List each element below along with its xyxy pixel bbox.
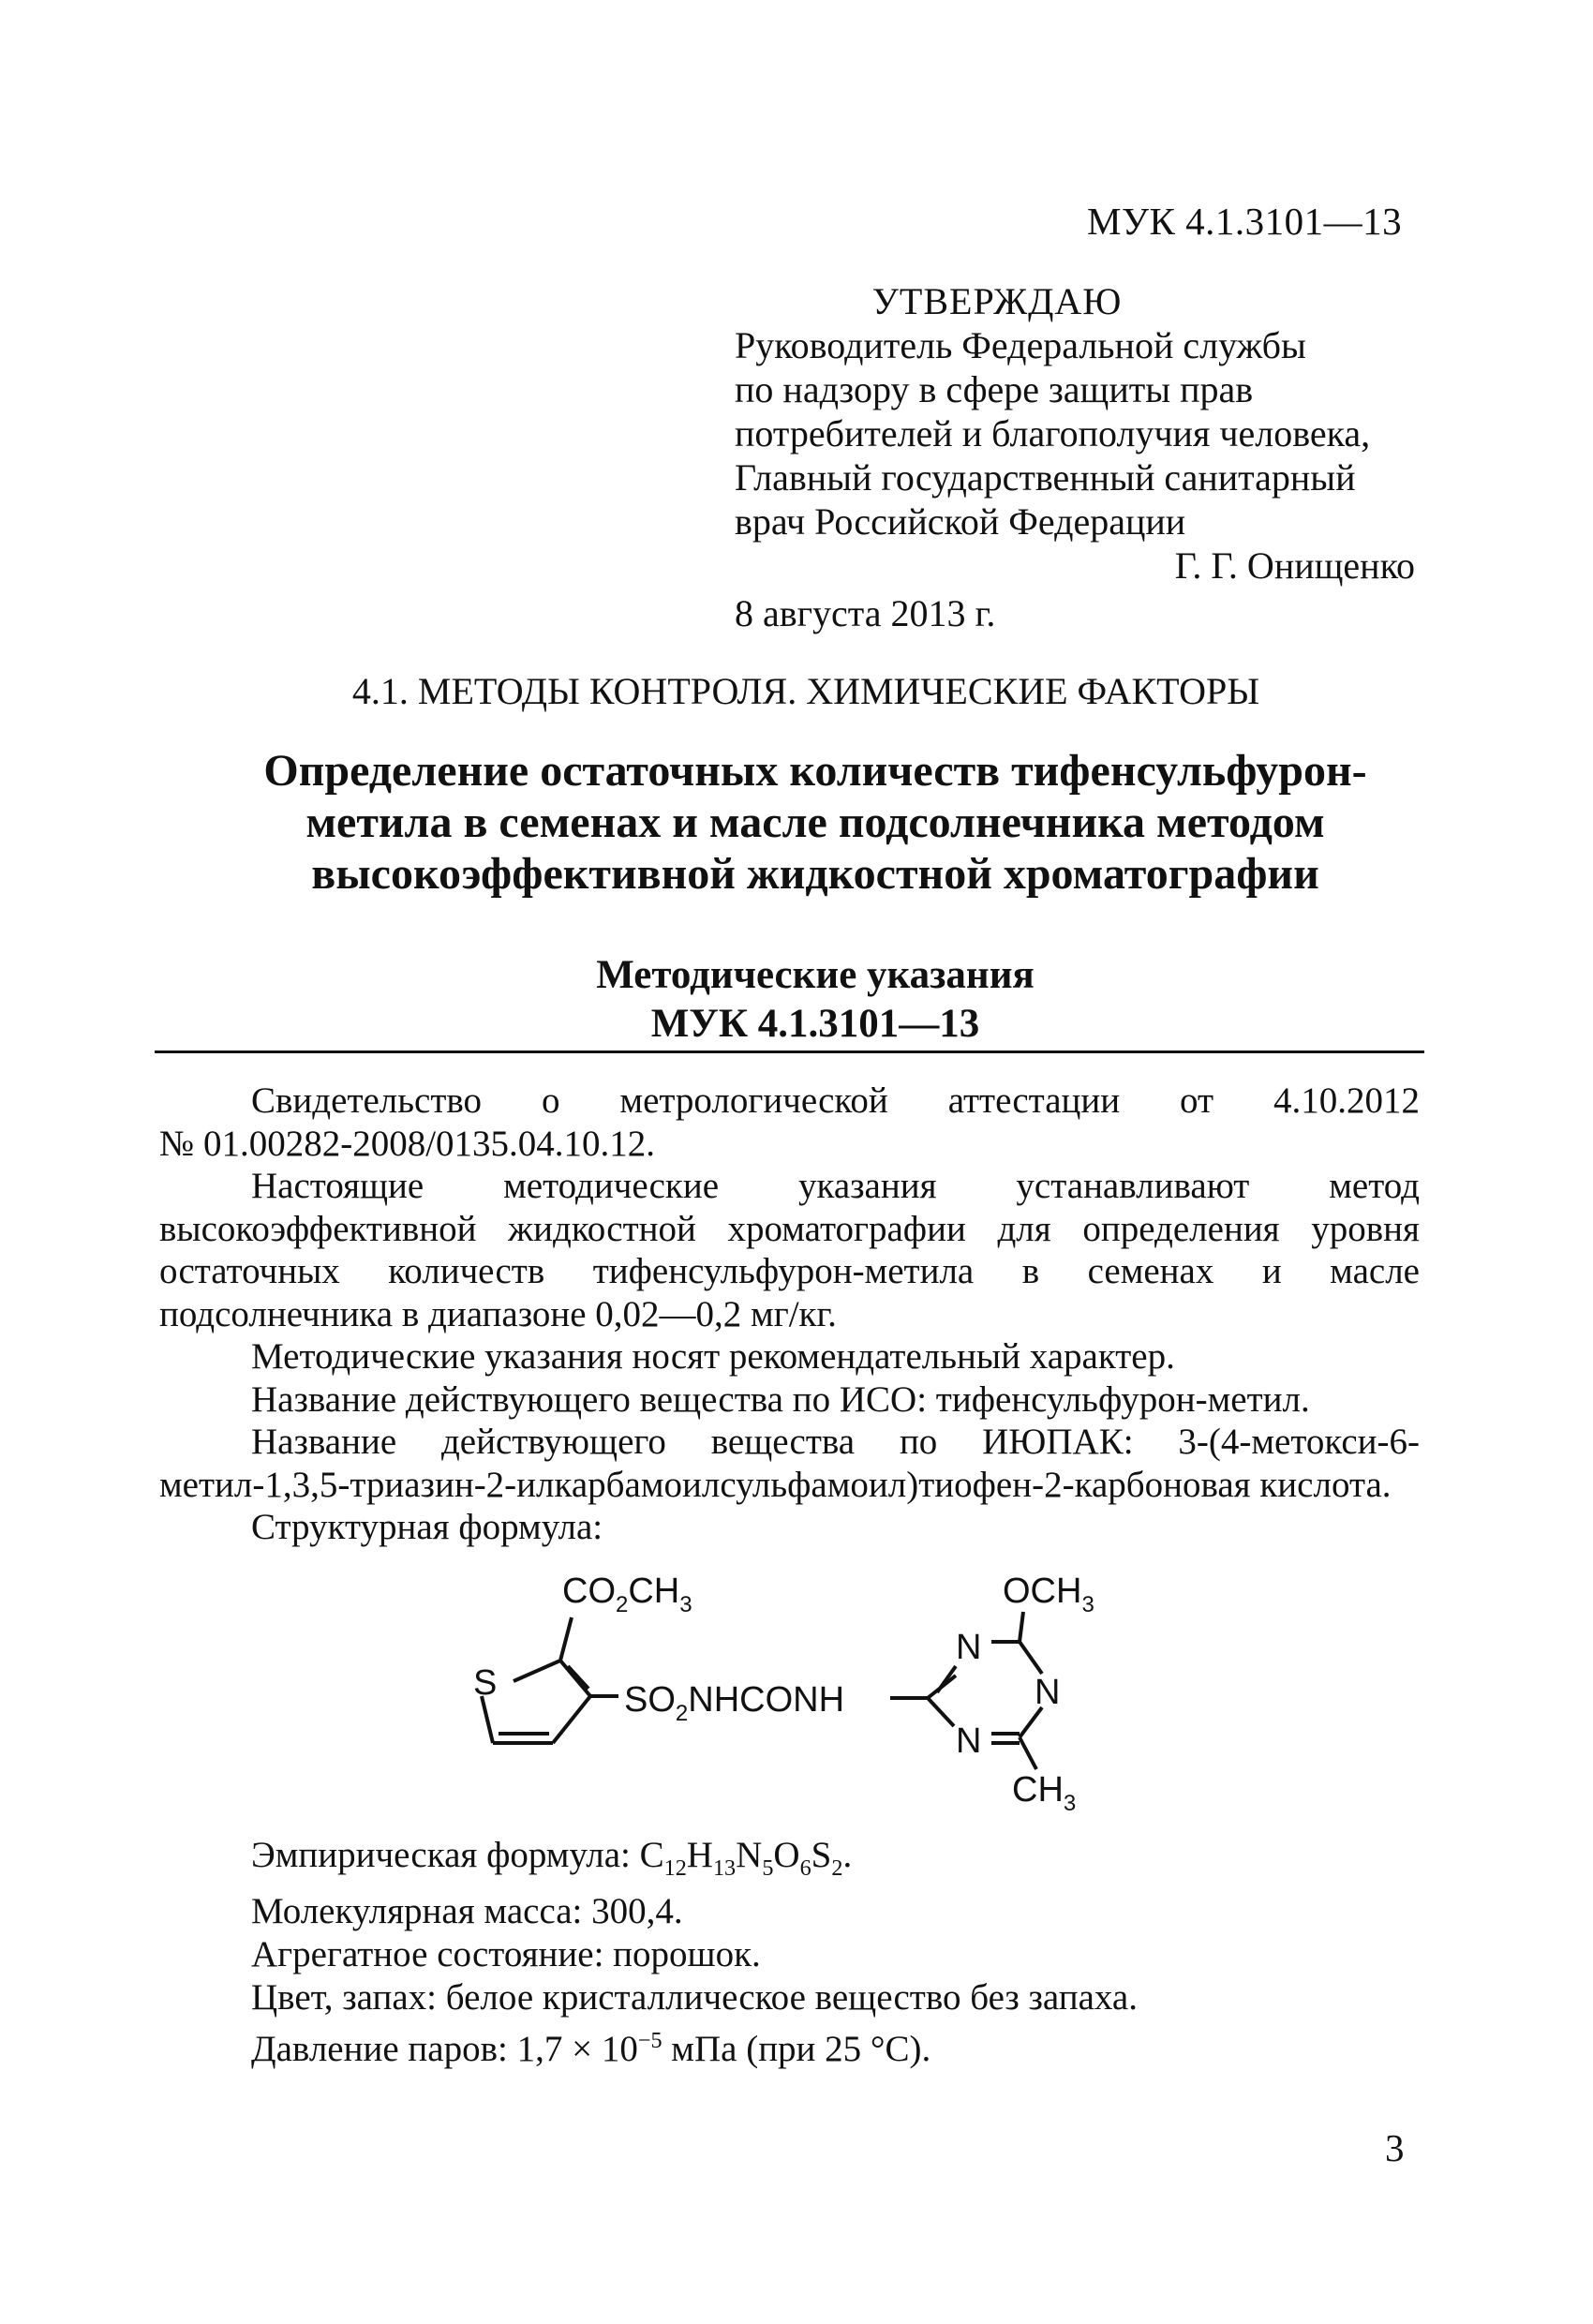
subtitle-code: МУК 4.1.3101—13 [650, 1002, 980, 1046]
approval-line: Главный государственный санитарный [735, 456, 1356, 499]
title-line: Определение остаточных количеств тифенсульфурон- [263, 746, 1367, 796]
section-heading: 4.1. МЕТОДЫ КОНТРОЛЯ. ХИМИЧЕСКИЕ ФАКТОРЫ [351, 670, 1260, 712]
approval-line: Руководитель Федеральной службы [735, 324, 1306, 366]
approval-block [735, 279, 1428, 635]
iupac-name-paragraph: Название действующего вещества по ИЮПАК: 3-(4-метокси-6-метил-1,3,5-триазин-2-илкарбамоилсульфамоил)тиофен-2-карбоновая кислота. [159, 1422, 1420, 1505]
color-odor: Цвет, запах: белое кристаллическое вещество без запаха. [251, 1976, 1138, 2018]
title-line: высокоэффективной жидкостной хроматографии [311, 849, 1319, 899]
horizontal-rule [155, 1050, 1424, 1053]
approval-line: врач Российской Федерации [735, 500, 1186, 543]
triazine-n-bottom: N [956, 1721, 982, 1761]
triazine-n-top: N [956, 1628, 982, 1667]
physical-state: Агрегатное состояние: порошок. [251, 1933, 761, 1974]
structural-formula-diagram [450, 1556, 1162, 1818]
sulfonylurea-linker-label: $SO_2NHCONH$ [624, 1680, 845, 1726]
certificate-number: № 01.00282-2008/0135.04.10.12. [159, 1123, 656, 1164]
subtitle-line: Методические указания [596, 953, 1035, 997]
triazine-n-right: N [1035, 1673, 1061, 1712]
approval-line: потребителей и благополучия человека, [735, 412, 1371, 454]
thiophene-ring [482, 1617, 618, 1743]
triazine-ring [928, 1612, 1042, 1769]
vapor-pressure: Давление паров: $1,7 \times 10^{-5}$ мПа (при 25 °С). [251, 2027, 931, 2069]
empirical-formula: Эмпирическая формула: $C_{12}H_{13}N_5O_6S_2$. [251, 1835, 853, 1881]
methoxy-group-label: $OCH_3$ [1003, 1572, 1094, 1617]
approval-title: УТВЕРЖДАЮ [871, 280, 1123, 322]
body-text [159, 1080, 1420, 1549]
purpose-paragraph: Настоящие методические указания устанавливают метод высокоэффективной жидкостной хроматографии для определения уровня остаточных количеств тифенсульфурон-метила в семенах и масле подсолнечника в диапазоне 0,02—0,2 мг/кг. [159, 1166, 1420, 1334]
structural-formula-label: Структурная формула: [251, 1507, 603, 1547]
molecular-mass: Молекулярная масса: 300,4. [251, 1890, 683, 1931]
title-line: метила в семенах и масле подсолнечника методом [305, 797, 1325, 847]
document-subtitle [150, 951, 1481, 1049]
approval-date: 8 августа 2013 г. [735, 592, 996, 634]
sulfur-atom-label: S [473, 1663, 498, 1703]
document-code: МУК 4.1.3101—13 [1087, 200, 1403, 243]
page-number: 3 [1385, 2126, 1405, 2169]
properties-list [251, 1834, 1413, 2071]
advisory-paragraph: Методические указания носят рекомендательный характер. [251, 1336, 1175, 1377]
document-title [150, 745, 1481, 900]
ester-group-label: $CO_2CH_3$ [562, 1572, 692, 1617]
certificate-paragraph: Свидетельство о метрологической аттестации от 4.10.2012 [251, 1080, 1420, 1121]
iso-name-paragraph: Название действующего вещества по ИСО: тифенсульфурон-метил. [251, 1378, 1310, 1420]
methyl-group-label: $CH_3$ [1012, 1770, 1077, 1816]
approval-line: по надзору в сфере защиты прав [735, 368, 1254, 410]
approval-signatory: Г. Г. Онищенко [1174, 544, 1415, 587]
